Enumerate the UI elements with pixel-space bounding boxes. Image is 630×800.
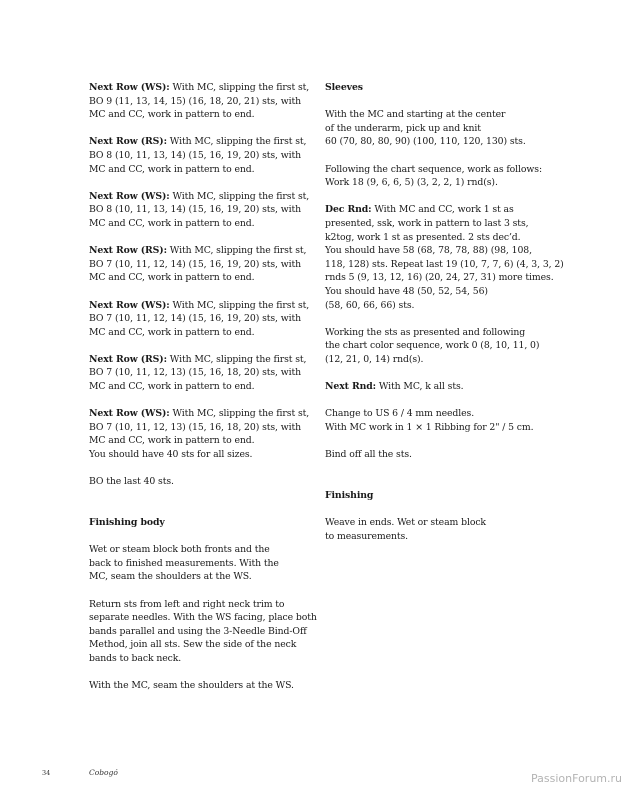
text-line: With the MC and starting at the center bbox=[325, 109, 506, 121]
finishing-paragraph bbox=[325, 516, 557, 543]
next-rnd-text: With MC, k all sts. bbox=[376, 381, 464, 393]
text-line: separate needles. With the WS facing, place both bbox=[89, 612, 317, 624]
text-line: BO 8 (10, 11, 13, 14) (15, 16, 19, 20) sts, with bbox=[89, 149, 302, 161]
chart-sequence-paragraph bbox=[325, 163, 557, 190]
text-line bbox=[89, 135, 321, 149]
next-row-paragraph bbox=[89, 135, 321, 176]
row-lead: Next Row (RS): bbox=[89, 136, 167, 148]
text-line: bands parallel and using the 3-Needle Bind-Off bbox=[89, 625, 307, 637]
watermark: PassionForum.ru bbox=[531, 772, 622, 785]
text-line: MC and CC, work in pattern to end. bbox=[89, 163, 255, 175]
text-line: 60 (70, 80, 80, 90) (100, 110, 120, 130) sts. bbox=[325, 136, 526, 148]
text-line: BO 7 (10, 11, 12, 13) (15, 16, 18, 20) sts, with bbox=[89, 367, 302, 379]
finishing-body-para3 bbox=[89, 679, 321, 693]
text-line: BO 9 (11, 13, 14, 15) (16, 18, 20, 21) sts, with bbox=[89, 95, 302, 107]
finishing-body-heading: Finishing body bbox=[89, 517, 165, 528]
text-line: Following the chart sequence, work as follows: bbox=[325, 163, 542, 175]
row-text: With MC, slipping the first st, bbox=[166, 353, 307, 365]
text-line: BO 7 (10, 11, 12, 14) (15, 16, 19, 20) sts, with bbox=[89, 258, 302, 270]
bind-off-paragraph bbox=[325, 448, 557, 462]
text-line: MC and CC, work in pattern to end. bbox=[89, 109, 255, 121]
text-line: You should have 58 (68, 78, 78, 88) (98, 108, bbox=[325, 245, 532, 257]
text-line: MC, seam the shoulders at the WS. bbox=[89, 571, 252, 583]
text-line: k2tog, work 1 st as presented. 2 sts dec’d. bbox=[325, 231, 521, 243]
text-line: BO 7 (10, 11, 12, 14) (15, 16, 19, 20) sts, with bbox=[89, 313, 302, 325]
text-line: Working the sts as presented and following bbox=[325, 326, 526, 338]
text-line: Weave in ends. Wet or steam block bbox=[325, 517, 486, 528]
text-line: BO 8 (10, 11, 13, 14) (15, 16, 19, 20) sts, with bbox=[89, 204, 302, 216]
dec-rnd-lead: Dec Rnd: bbox=[325, 204, 372, 216]
row-text: With MC, slipping the first st, bbox=[169, 190, 310, 202]
book-title: Cobogó bbox=[89, 768, 118, 777]
finishing-heading: Finishing bbox=[325, 489, 374, 501]
text-line: MC and CC, work in pattern to end. bbox=[89, 381, 255, 393]
text-line bbox=[325, 380, 557, 394]
page-number: 34 bbox=[42, 769, 51, 777]
section-gap bbox=[89, 502, 321, 516]
text-line: MC and CC, work in pattern to end. bbox=[89, 272, 255, 284]
next-row-paragraph bbox=[89, 81, 321, 122]
text-line: With MC work in 1 × 1 Ribbing for 2" / 5 cm. bbox=[325, 421, 534, 433]
section-gap bbox=[325, 475, 557, 489]
text-line bbox=[89, 299, 321, 313]
text-line: Wet or steam block both fronts and the bbox=[89, 544, 270, 556]
row-lead: Next Row (RS): bbox=[89, 245, 167, 257]
text-line bbox=[89, 244, 321, 258]
text-line: Work 18 (9, 6, 6, 5) (3, 2, 2, 1) rnd(s). bbox=[325, 177, 498, 189]
text-line: rnds 5 (9, 13, 12, 16) (20, 24, 27, 31) more times. bbox=[325, 272, 554, 284]
row-text: With MC, slipping the first st, bbox=[166, 136, 307, 148]
row-text: With MC, slipping the first st, bbox=[166, 245, 307, 257]
text-line bbox=[89, 81, 321, 95]
text-line: With the MC, seam the shoulders at the WS. bbox=[89, 680, 294, 692]
row-lead: Next Row (WS): bbox=[89, 190, 170, 202]
text-line: Bind off all the sts. bbox=[325, 449, 412, 461]
text-line: (12, 21, 0, 14) rnd(s). bbox=[325, 353, 424, 365]
text-line: bands to back neck. bbox=[89, 652, 182, 664]
text-line: back to finished measurements. With the bbox=[89, 557, 279, 569]
next-row-paragraph bbox=[89, 353, 321, 394]
text-line: You should have 48 (50, 52, 54, 56) bbox=[325, 285, 488, 297]
sleeves-pickup-paragraph bbox=[325, 108, 557, 149]
color-sequence-paragraph bbox=[325, 326, 557, 367]
finishing-body-para2 bbox=[89, 598, 321, 666]
next-row-paragraph bbox=[89, 299, 321, 340]
next-row-paragraph bbox=[89, 190, 321, 231]
text-line: Method, join all sts. Sew the side of the neck bbox=[89, 639, 297, 651]
row-text: With MC, slipping the first st, bbox=[169, 299, 310, 311]
finishing-body-para1 bbox=[89, 543, 321, 584]
row-lead: Next Row (RS): bbox=[89, 353, 167, 365]
next-rnd-lead: Next Rnd: bbox=[325, 381, 377, 393]
text-line bbox=[89, 353, 321, 367]
text-line: to measurements. bbox=[325, 530, 409, 542]
text-line: MC and CC, work in pattern to end. bbox=[89, 326, 255, 338]
next-row-paragraph bbox=[89, 407, 321, 461]
right-column bbox=[325, 81, 564, 557]
text-line: You should have 40 sts for all sizes. bbox=[89, 449, 253, 461]
row-text: With MC, slipping the first st, bbox=[169, 408, 310, 420]
text-line: presented, ssk, work in pattern to last 3 sts, bbox=[325, 217, 529, 229]
text-line: MC and CC, work in pattern to end. bbox=[89, 435, 255, 447]
left-column bbox=[89, 81, 321, 706]
text-line: Change to US 6 / 4 mm needles. bbox=[325, 408, 475, 420]
row-lead: Next Row (WS): bbox=[89, 408, 170, 420]
row-lead: Next Row (WS): bbox=[89, 299, 170, 311]
row-lead: Next Row (WS): bbox=[89, 82, 170, 93]
text-line: of the underarm, pick up and knit bbox=[325, 122, 481, 134]
text-line: BO 7 (10, 11, 12, 13) (15, 16, 18, 20) sts, with bbox=[89, 421, 302, 433]
ribbing-paragraph bbox=[325, 407, 557, 434]
dec-rnd-text: With MC and CC, work 1 st as bbox=[371, 204, 514, 216]
next-rnd-paragraph bbox=[325, 380, 557, 394]
dec-rnd-paragraph bbox=[325, 203, 564, 312]
next-row-paragraph bbox=[89, 244, 321, 285]
text-line: 118, 128) sts. Repeat last 19 (10, 7, 7, 6) (4, 3, 3, 2) bbox=[325, 258, 564, 270]
text-line bbox=[325, 203, 557, 217]
text-line: (58, 60, 66, 66) sts. bbox=[325, 299, 415, 311]
text-line bbox=[89, 407, 321, 421]
text-line: Return sts from left and right neck trim to bbox=[89, 598, 285, 610]
row-text: With MC, slipping the first st, bbox=[169, 82, 310, 93]
text-line bbox=[89, 190, 321, 204]
text-line: the chart color sequence, work 0 (8, 10, 11, 0) bbox=[325, 340, 540, 352]
text-line: MC and CC, work in pattern to end. bbox=[89, 217, 255, 229]
bind-off-last-paragraph: BO the last 40 sts. bbox=[89, 476, 174, 488]
sleeves-heading: Sleeves bbox=[325, 82, 363, 93]
